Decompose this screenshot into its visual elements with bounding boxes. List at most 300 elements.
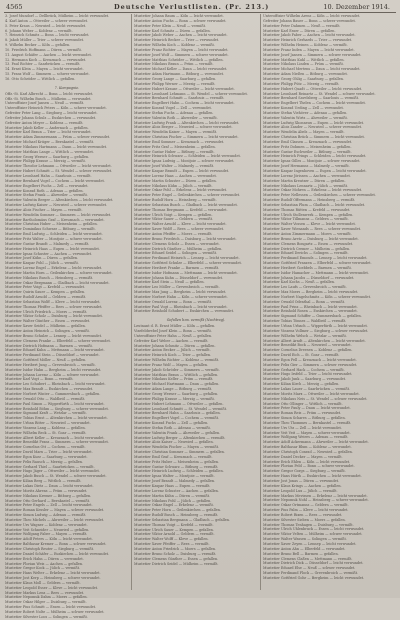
list-entry: Unteroffizier Josef Jansen — Neuß — vermißt. [5, 101, 85, 106]
list-entry: Mustetier Fritz Graf — Meisenheim — gefallen. [134, 144, 216, 149]
list-entry: Mustetier Wendelin Kaiser — Mayen — vermißt. [134, 130, 218, 135]
list-entry: Mustetier Kaspar Ingenhoven — Eupen — leicht verwundet. [263, 169, 367, 173]
list-entry: Mustetier Ludwig Berger — Altenkirchen — vermißt. [134, 435, 226, 440]
list-entry: Gefreiter Johann Bauer — Bonn — schwer verwundet. [263, 18, 356, 23]
list-entry: Mustetier Anton Fuchs — Bonn — schwer verwundet. [134, 18, 227, 23]
column-2 [134, 14, 258, 590]
list-entry: Mustetier Leonhard Reinartz — St. Wendel — schwer verwundet. [263, 91, 376, 96]
list-entry: Mustetier Josef Hermanns — Malmedy — vermißt. [263, 164, 350, 169]
list-entry: Mustetier Oskar Ortmanns — Geldern — vermißt. [263, 503, 349, 508]
list-entry: Mustetier Dominikus Schwarz — Bitburg — vermißt. [5, 227, 96, 232]
list-entry: Mustetier Adolf Ackermann — Ahrweiler — leicht verwundet. [263, 440, 369, 445]
list-entry: 4. Karl Anton — Ottweiler — schwer verwundet. [5, 18, 89, 23]
list-entry: Mustetier Leo Möller — Grevenbroich — vermißt. [134, 285, 220, 290]
list-entry: Mustetier Georg Lange — Saarburg — gefallen. [134, 76, 217, 81]
list-entry: Mustetier Wilhelm Heinen — Koblenz — vermißt. [263, 43, 348, 48]
list-entry: Mustetier Bruno Scholz — Duisburg — vermißt. [134, 551, 217, 556]
list-entry: Mustetier Georg Ohlig — Saarburg — gefallen. [263, 76, 344, 81]
list-entry: Mustetier Heribert Jung — Grevenbroich — vermißt. [5, 362, 96, 367]
list-entry: Mustetier Reinhold Schubert — Euskirchen — verwundet. [134, 309, 235, 314]
list-entry: Mustetier Johann Kuhn — Düsseldorf — verwundet. [134, 275, 224, 280]
list-entry: Mustetier Sebastian Bergmann — Gladbach — gefallen. [134, 517, 231, 522]
list-entry: 11. August Schäfer — Aachen — leicht verwundet. [5, 52, 92, 57]
list-entry: Mustetier Simon Ludwig — Adenau — vermißt. [5, 513, 87, 518]
list-entry: Mustetier Adam Lange — Bitburg — vermißt. [134, 387, 213, 392]
list-entry: Mustetier Wendelin Fischer — Mayen — vermißt. [134, 445, 220, 450]
list-entry: Mustetier Leo Schubert — Rheinbach — leicht verwundet. [5, 382, 106, 387]
list-entry: Mustetier Josef Jansen — Simmern — schwer verwundet. [263, 52, 362, 57]
list-entry: Mustetier Gustav Brandt — Malmedy — vermißt. [5, 241, 90, 246]
list-entry: Mustetier Gottfried Franzen — Elberfeld — schwer verwundet. [263, 261, 372, 266]
list-entry: Mustetier Heinrich Schwarz — Schleiden — leicht verwundet. [134, 154, 241, 159]
list-entry: 10. Friedrich Hoffmann — Düren — vermißt. [5, 47, 82, 52]
list-entry: Mustetier Jakob Faber — Aachen — leicht verwundet. [263, 33, 356, 38]
list-entry: Offz.-St. Karl Albrecht — Bonn — leicht verwundet. [5, 91, 94, 96]
list-entry: Mustetier Ulrich Friedrich — Moers — vermißt. [5, 309, 88, 314]
list-entry: Mustetier Egon Kurz — Saarburg — verwundet. [5, 454, 88, 459]
list-entry: Mustetier Bernhard Savelsberg — Saarlouis — vermißt. [263, 96, 360, 101]
list-entry: Mustetier Adam Zimmermann — Prüm — schwer verwundet. [5, 135, 111, 140]
list-entry: Mustetier Klaus Krings — Aachen — gefallen. [263, 483, 342, 488]
page-title: Deutsche Verlustlisten. (Pr. 213.) [114, 3, 270, 11]
list-entry: Mustetier Heinrich Haas — Eupen — leicht verwundet. [5, 246, 100, 251]
list-entry: Mustetier Balthasar Kremer — Bonn — schwer verwundet. [5, 542, 107, 547]
list-entry: Mustetier Isidor Hahn — Bergheim — leicht verwundet. [5, 367, 102, 372]
issue-date: 10. Dezember 1914. [323, 3, 390, 11]
list-entry: Mustetier Jakob Keller — Andernach — gefallen. [5, 125, 89, 130]
list-entry: Mustetier Sebastian Wolff — Kleve — leicht verwundet. [5, 299, 101, 304]
list-entry: Mustetier Silvester Loos — Solingen — vermißt. [5, 614, 88, 619]
list-entry: Mustetier Jakob Junk — Saarburg — verwundet. [263, 377, 347, 382]
list-entry: Mustetier Stefan Frank — Ahrweiler — vermißt. [5, 193, 88, 198]
list-entry: Mustetier Reinhold Rosen — Euskirchen — verwundet. [263, 309, 358, 314]
list-entry: Mustetier Florian Weis — Aachen — gefallen. [5, 561, 84, 566]
list-entry: Mustetier Leopold Lux — Jülich — vermißt. [263, 488, 338, 493]
list-entry: Mustetier Ferdinand Emonds — Lennep — leicht verwundet. [263, 256, 368, 261]
list-entry: Mustetier Georg Werner — Saarburg — gefallen. [5, 154, 90, 159]
list-entry: Mustetier Christoph Reuter — Siegburg — vermißt. [5, 546, 95, 551]
list-entry: Mustetier Gottfried Gohr — Bergheim — leicht verwundet. [263, 575, 365, 580]
list-entry: Mustetier Engelbert Thelen — Cochem — leicht verwundet. [263, 101, 366, 106]
list-entry: Mustetier Albert Keller — Kreuznach — leicht verwundet. [5, 435, 105, 440]
section-heading: 7. Kompagnie. [54, 85, 80, 90]
list-entry: Gefreiter Johann Schulz — Euskirchen — verwundet. [5, 115, 97, 120]
list-entry: Mustetier Alois Fischer — Mayen — vermißt. [5, 207, 83, 212]
list-entry: Mustetier Daniel Decker — Mayen — vermißt. [263, 454, 343, 459]
list-entry: Mustetier Peter Engels — Zell — leicht verwundet. [5, 503, 93, 508]
list-entry: Mustetier Jost Jonas — Düren — verwundet. [263, 479, 340, 483]
list-entry: Mustetier Emil Classen — Kreuznach — verwundet. [263, 139, 353, 144]
list-entry: Mustetier Lorenz Haas — Aachen — verwundet. [134, 173, 217, 178]
list-entry: Mustetier Hubert Lehmann — Ottweiler — gefallen. [134, 401, 224, 406]
list-entry: Mustetier Nepomuk Dahm — Moers — gefallen. [5, 595, 88, 600]
list-entry: Mustetier Walter Günther — Essen — verwundet. [5, 319, 91, 324]
list-entry: Gefreiter Karl Weber — Aachen — vermißt. [134, 338, 209, 343]
list-entry: Mustetier Gustav Huber — Bitburg — vermißt. [134, 149, 215, 154]
list-entry: Mustetier Karl Stein — Neuß — gefallen. [134, 280, 205, 285]
list-entry: 13. Paul Richter — Saarbrücken — vermißt. [5, 62, 81, 67]
list-entry: Mustetier Felix Rausch — Merzig — gefallen. [5, 459, 84, 464]
list-entry: Mustetier Tobias Ernst — Altenkirchen — leicht verwundet. [5, 416, 108, 421]
list-entry: Mustetier Pius Palm — Kleve — leicht verwundet. [263, 508, 349, 513]
list-entry: Mustetier Pius Schmitt — Essen — leicht verwundet. [5, 605, 97, 610]
list-entry: Mustetier Karl Vogt — Bonn — vermißt. [5, 377, 74, 382]
list-entry: 14. Ernst Klein — Mayen — leicht verwundet. [5, 67, 84, 72]
list-entry: Mustetier Nikolaus Kremer — Bitburg — gefallen. [5, 493, 92, 498]
list-entry: Mustetier Martin Schuster — Düren — gefallen. [134, 178, 217, 183]
list-entry: Mustetier Nikolaus Linden — Prüm — vermißt. [263, 62, 344, 67]
list-entry: Mustetier Kaspar Pohl — Jülich — vermißt. [5, 261, 79, 266]
list-entry: Mustetier Oskar Hilger — Duisburg — vermißt. [5, 600, 87, 605]
list-entry: 15. Franz Wolf — Simmern — schwer verwundet. [5, 72, 90, 77]
list-entry: Mustetier Bernhard Hahn — Saarlouis — gefallen. [134, 411, 221, 416]
list-entry: Mustetier Ludwig Frank — Altenkirchen — leicht verwundet. [134, 120, 240, 125]
list-entry: Mustetier Ferdinand Stein — Düsseldorf — verwundet. [5, 353, 100, 358]
column-1 [5, 14, 129, 619]
list-entry: Mustetier Clemens Günther — Essen — gefallen. [134, 556, 219, 561]
column-3 [263, 14, 395, 590]
list-entry: Mustetier Matthias Schröder — Wittlich — gefallen. [134, 57, 224, 62]
list-entry: Mustetier Gerhard Thiel — Saarbrücken — vermißt. [5, 464, 95, 469]
list-entry: Mustetier Christian Brück — Simmern — leicht verwundet. [263, 135, 365, 140]
list-entry: Mustetier Martin Kreutzer — Düren — gefallen. [263, 178, 346, 183]
list-entry: Mustetier Rudolf Busch — Heinsberg — vermißt. [134, 513, 219, 518]
list-entry: Mustetier Klaus Moll — Geldern — vermißt. [5, 580, 81, 585]
list-entry: Mustetier Rudolf Arnold — Geldern — vermißt. [5, 295, 87, 300]
list-entry: Mustetier Peter Dahmen — Neuß — vermißt. [263, 23, 341, 28]
list-entry: Mustetier Konrad Roth — Adenau — gefallen. [5, 188, 84, 193]
list-entry: 12. Hermann Koch — Kreuznach — verwundet. [5, 57, 87, 62]
list-entry: Mustetier Xaver Wienands — Rees — schwer verwundet. [263, 227, 362, 232]
list-entry: Mustetier Norbert Hahn — Köln — schwer verwundet. [134, 294, 228, 299]
list-entry: Mustetier Vinzenz Vollmer — Siegburg — schwer verwundet. [263, 328, 369, 333]
list-entry: Mustetier Cornelius Dreesen — Koblenz — gefallen. [263, 348, 353, 353]
list-entry: Gefreiter Anton Meyer — Koblenz — vermißt. [5, 120, 84, 125]
list-entry: Leutnant d. R. Ernst Müller — Köln — gefallen. [134, 324, 216, 329]
list-entry: Mustetier Fritz Dohmen — Meisenheim — gefallen. [263, 144, 352, 149]
list-entry: Mustetier Isidor Hamacher — Mettmann — leicht verwundet. [263, 270, 369, 275]
list-entry: Mustetier Valentin Wirtz — Ahrweiler — vermißt. [263, 115, 348, 120]
list-entry: Mustetier Max Moers — Bergheim — leicht verwundet. [263, 290, 359, 295]
list-entry: Mustetier Theo Thommes — Bernkastel — vermißt. [263, 420, 352, 425]
list-entry: Mustetier Kaspar Haas — Eupen — vermißt. [134, 484, 211, 488]
list-entry: Mustetier Jakob Weber — Aachen — leicht verwundet. [134, 33, 228, 38]
list-entry: Mustetier Wilhelm Richter — Koblenz — vermißt. [134, 358, 220, 363]
list-entry: Mustetier Anton Zimmermann — Moers — vermißt. [263, 231, 352, 236]
list-entry: Mustetier Nikolaus Hartmann — Daun — leicht verwundet. [5, 144, 108, 149]
list-entry: Mustetier Valentin Berger — Altenkirchen — leicht verwundet. [5, 198, 114, 203]
list-entry: Mustetier Clemens Scholz — Essen — verwundet. [134, 241, 220, 246]
list-entry: Mustetier Wendelin Sommer — Simmern — leicht verwundet. [5, 212, 112, 217]
list-entry: Mustetier Christian Sommer — Simmern — gefallen. [134, 450, 225, 455]
list-entry: Mustetier Adam Nießen — Bitburg — verwundet. [263, 72, 348, 77]
list-entry: Mustetier Roman Reis — Prüm — verwundet. [263, 411, 342, 416]
list-entry: Mustetier Peter Horn — Geilenkirchen — gefallen. [134, 508, 222, 513]
list-entry: Mustetier Wendelin Abels — Mayen — vermißt. [263, 130, 345, 135]
list-entry: Mustetier Veit Schneider — Neuwied — gefallen. [5, 527, 90, 532]
list-entry: Mustetier Heinrich Becker — Trier — verwundet. [134, 38, 220, 43]
list-entry: 9. Wilhelm Becker — Köln — gefallen. [5, 43, 71, 48]
list-entry: Mustetier Max Jung — Bergheim — leicht verwundet. [134, 290, 227, 295]
list-entry: Mustetier Ignaz Gilles — Montjoie — schwer verwundet. [263, 159, 361, 164]
list-entry: Mustetier Wilhelm Welsch — Wetzlar — vermißt. [263, 333, 347, 338]
list-entry: Mustetier Martin Kühn — Düren — vermißt. [134, 493, 211, 498]
list-entry: Mustetier Dietrich Cremer — Mülheim — gefallen. [263, 246, 351, 251]
list-entry: Mustetier Peter Engel — Geilenkirchen — schwer verwundet. [134, 193, 241, 198]
list-entry: Mustetier Philipp Krause — Merzig — vermißt. [5, 159, 86, 164]
list-entry: Mustetier Thomas Pfeiffer — Rees — schwer verwundet. [5, 304, 103, 309]
list-entry: Mustetier Urs Utz — Zell — leicht verwundet. [263, 425, 342, 430]
list-entry: Mustetier Hugo Irsfeld — Trier — leicht verwundet. [263, 372, 353, 377]
list-entry: Mustetier Adolf Peters — Köln — leicht verwundet. [5, 537, 93, 542]
list-entry: Mustetier Jakob Schröder — Simmern — vermißt. [134, 367, 220, 372]
list-entry: Mustetier Norbert Winter — Gummersbach — gefallen. [5, 391, 101, 396]
list-entry: Mustetier Robert Rixen — Rees — verwundet. [263, 512, 343, 517]
list-entry: Mustetier Viktor Sauer — Geldern — vermißt. [134, 217, 214, 222]
list-entry: Mustetier Ludwig Kaiser — Neuwied — schwer verwundet. [5, 203, 108, 208]
list-entry: Mustetier Heinrich Gerhards — Trier — verwundet. [263, 38, 353, 43]
list-entry: Mustetier Josef Brandt — Malmedy — gefallen. [134, 479, 216, 484]
list-entry: Vizefeldwebel Josef Klein — Bonn — vermißt. [134, 329, 212, 333]
list-entry: Mustetier Wolfgang Weires — Adenau — vermißt. [263, 435, 349, 440]
list-entry: Mustetier Josef Walter — Malmedy — vermißt. [134, 164, 215, 169]
list-entry: Mustetier Clemens Franke — Elberfeld — schwer verwundet. [5, 338, 111, 343]
list-entry: Mustetier Fritz Walter — Montjoie — schwer verwundet. [5, 236, 103, 241]
list-entry: Mustetier Gustav Schwarz — Bitburg — vermißt. [134, 464, 219, 469]
list-entry: 16. Otto Schröder — Wittlich — gefallen. [5, 76, 76, 81]
list-entry: Mustetier Stefan Fuchs — Adenau — gefallen. [134, 110, 214, 115]
list-entry: Mustetier Alois Kaiser — Neuwied — gefallen. [134, 440, 214, 445]
spacer [134, 314, 258, 317]
list-entry: Mustetier Anton Heinrich — Solingen — vermißt. [5, 329, 90, 333]
list-entry: Mustetier Quirin Sauer — Kempen — gefallen. [5, 290, 86, 295]
list-entry: Mustetier Rudolf Offermann — Heinsberg — vermißt. [263, 198, 356, 203]
list-entry: Mustetier Christoph Conrad — Neuwied — gefallen. [263, 449, 353, 454]
list-entry: Mustetier Lorenz Engel — Erkelenz — leicht verwundet. [5, 266, 103, 271]
list-entry: Mustetier Thomas Bergmann — Krefeld — verwundet. [134, 207, 228, 212]
list-entry: Mustetier Gerhard Hack — Cochem — vermißt. [263, 367, 345, 372]
list-entry: Mustetier Matthias Lange — Wittlich — verwundet. [5, 149, 94, 154]
list-entry: Mustetier Engelbert Hahn — Cochem — leicht verwundet. [134, 101, 235, 106]
list-entry: Mustetier Philipp Werner — Merzig — vermißt. [134, 81, 216, 86]
list-entry: Mustetier Peter Pauly — Daun — leicht verwundet. [263, 406, 351, 411]
list-entry: Mustetier Ulrich Sauer — Kempen — gefallen. [134, 527, 214, 532]
list-entry: Mustetier Vinzenz Lang — Koblenz — gefallen. [5, 425, 86, 430]
list-entry: Mustetier Urs Wagner — Koblenz — verwundet. [5, 522, 88, 527]
list-entry: Mustetier Hubert Krause — Ottweiler — leicht verwundet. [134, 86, 235, 91]
list-entry: Mustetier Markus Lenz — Rees — verwundet. [5, 590, 85, 595]
list-entry: Mustetier Nikolaus Kühn — Jülich — vermißt. [134, 183, 213, 188]
list-entry: Mustetier Benedikt Bock — Neuwied — verwundet. [263, 343, 352, 348]
list-entry: Mustetier Sebastian Plum — Gladbach — leicht verwundet. [263, 202, 366, 207]
list-entry: Mustetier Nikolaus Pohl — Jülich — gefallen. [134, 498, 212, 503]
list-entry: Mustetier Oswald Lorenz — Bonn — vermißt. [134, 299, 213, 304]
list-entry: Mustetier Michael Keller — Daun — leicht verwundet. [134, 67, 228, 72]
list-entry: Mustetier Daniel Schäfer — Euskirchen — leicht verwundet. [5, 551, 110, 556]
list-entry: Mustetier Max Brandt — Euskirchen — verwundet. [5, 387, 94, 392]
list-entry: Mustetier Lorenz Schuster — Aachen — gefallen. [134, 488, 219, 493]
list-entry: Mustetier Tobias Tönnes — Waldbröl — vermißt. [263, 319, 347, 324]
list-entry: Mustetier Gottfried Möller — Neuß — gefallen. [5, 358, 87, 363]
list-entry: Mustetier Hubert Schmitt — St. Wendel — schwer verwundet. [5, 169, 113, 174]
list-entry: Mustetier David Marx — Trier — leicht verwundet. [5, 450, 93, 455]
list-entry: Mustetier Viktor Arnold — Geldern — vermißt. [134, 532, 215, 537]
list-entry: Mustetier Bruno Aretz — Duisburg — leicht verwundet. [263, 236, 359, 241]
list-entry: Mustetier Heinrich Frings — Schleiden — leicht verwundet. [263, 154, 367, 159]
list-entry: Mustetier Paul Vogt — Rheinbach — leicht verwundet. [134, 304, 228, 309]
list-entry: Mustetier Hugo Jäger — Ottweiler — leicht verwundet. [5, 469, 100, 474]
spacer [5, 82, 129, 85]
list-entry: Mustetier Hans Welter — Erkelenz — leicht verwundet. [5, 571, 101, 576]
list-entry: Mustetier Lorenz Jörissen — Aachen — verwundet. [263, 173, 351, 178]
list-entry: Mustetier Ludwig Xhonneux — Eupen — leicht verwundet. [263, 120, 365, 125]
list-entry: Mustetier Paul Prinz — Rheinbach — leicht verwundet. [263, 304, 358, 309]
list-entry: Mustetier Stefan Viehöver — Adenau — gefallen. [263, 110, 348, 115]
list-entry: Mustetier Moritz Marx — Ottweiler — leicht verwundet. [263, 391, 360, 396]
list-entry: Mustetier Erich Ehlen — Köln — leicht verwundet. [263, 459, 351, 464]
list-entry: Mustetier Johann Schmitz — Düren — gefallen. [134, 343, 216, 348]
list-entry: Mustetier David Eich — St. Goar — vermißt. [263, 353, 340, 358]
list-entry: Mustetier Sebastian Busch — Gladbach — leicht verwundet. [134, 202, 238, 207]
list-entry: Mustetier Heribert Franke — Barmen — vermißt. [134, 265, 220, 270]
list-entry: Mustetier Gustav Eschweiler — Bitburg — vermißt. [263, 149, 352, 154]
list-entry: Mustetier Moritz Ahrens — Prüm — verwundet. [5, 488, 88, 493]
list-entry: Mustetier Nikolaus Busch — Heinsberg — vermißt. [5, 275, 94, 280]
list-entry: Mustetier Anton Ahn — Elberfeld — verwundet. [263, 546, 346, 551]
list-entry: Mustetier Thomas Voigt — Krefeld — vermißt. [134, 522, 214, 527]
list-entry: Mustetier Nikolaus Neis — St. Wendel — schwer verwundet. [263, 396, 368, 401]
list-entry: Mustetier Stefan Roth — Adenau — vermißt. [134, 425, 211, 430]
list-entry: Mustetier Xaver Seidel — Mülheim — gefallen. [5, 324, 86, 329]
list-entry: Mustetier Viktor Tillmanns — Geldern — vermißt. [263, 217, 349, 222]
list-entry: Mustetier Ignaz Walter — Montjoie — vermißt. [134, 474, 215, 479]
list-entry: Mustetier Wolfgang Faber — Mayen — vermißt. [5, 532, 88, 537]
list-entry: Gefreiter Peter Lang — Siegburg — leicht verwundet. [5, 111, 98, 116]
list-entry: Mustetier Benedikt Franz — Simmern — schwer verwundet. [5, 440, 109, 445]
list-entry: Mustetier Karl Kochs — Neuß — gefallen. [263, 280, 335, 285]
list-entry: Mustetier Konrad Fuchs — Zell — gefallen. [134, 421, 209, 426]
list-entry: Mustetier Robert Nolte — Mülheim — schwer verwundet. [5, 609, 105, 614]
list-entry: Mustetier Michael Krüger — Bernkastel — vermißt. [5, 140, 95, 145]
list-entry: 6. Johann Weber — Koblenz — vermißt. [5, 28, 73, 33]
list-entry: Mustetier Viktor Scholz — Duisburg — leicht verwundet. [5, 314, 103, 319]
list-entry: Mustetier Sigmund Schiffer — Gummersbach — gefallen. [263, 314, 362, 319]
list-entry: Mustetier Oskar Bergmann — Gladbach — leicht verwundet. [5, 280, 110, 285]
list-entry: Mustetier Heinrich Ludwig — Schleiden — gefallen. [134, 469, 224, 474]
list-entry: Mustetier Leonhard Schmitt — St. Wendel — vermißt. [134, 406, 228, 411]
list-entry: Mustetier Ferdinand Flock — Grevenbroich — vermißt. [263, 571, 359, 576]
list-entry: Mustetier Hubert Quadt — Ottweiler — leicht verwundet. [263, 86, 363, 91]
list-entry: Mustetier Erich Hahn — Düren — verwundet. [5, 556, 84, 561]
list-entry: Mustetier Michael Mertens — Daun — leicht verwundet. [263, 67, 361, 72]
list-entry: Mustetier Leonhard Hahn — Saarlouis — vermißt. [5, 174, 92, 178]
list-entry: Mustetier Walter Arnold — Kleve — leicht verwundet. [134, 222, 227, 227]
list-entry: Mustetier Walter Vossen — Kleve — leicht verwundet. [263, 222, 356, 227]
list-entry: Mustetier Walter Wassen — Solingen — vermißt. [263, 537, 347, 542]
list-entry: Mustetier Peter Nellessen — Geilenkirchen — schwer verwundet. [263, 193, 376, 198]
section-heading: Gefallen bzw. vermißt (Nachtrag). [166, 318, 226, 323]
list-entry: Mustetier Leopold Esser — Kleve — leicht verwundet. [5, 585, 99, 590]
list-entry: Mustetier Bartholomäus Graf — Kreuznach — verwundet. [5, 217, 105, 222]
header-rule [4, 12, 396, 13]
list-entry: Mustetier Xaver Wolff — Rees — schwer verwundet. [134, 227, 225, 232]
list-entry: Mustetier Martin Horn — Geilenkirchen — schwer verwundet. [5, 270, 113, 275]
list-entry: Mustetier Valentin Roth — Ahrweiler — vermißt. [134, 115, 218, 120]
list-entry: Mustetier Karl Schmitz — Düren — gefallen. [134, 28, 211, 33]
list-entry: Mustetier Michael Hartmann — Daun — gefallen. [134, 382, 220, 387]
list-entry: Mustetier Simon Schares — Bitburg — gefallen. [263, 416, 346, 421]
list-entry: Mustetier Ulrich Uhlenbruck — Essen — leicht verwundet. [263, 527, 365, 532]
list-entry: Mustetier Felix Gier — Simmern — schwer verwundet. [263, 362, 358, 367]
list-entry: Mustetier Johann Lorenz — Köln — schwer verwundet. [5, 372, 100, 377]
list-entry: Mustetier Veit Veit — Mayen — schwer verwundet. [263, 430, 351, 435]
list-entry: Mustetier Eduard Kuhn — Mettmann — leicht verwundet. [5, 348, 105, 353]
column-divider [131, 14, 132, 590]
list-entry: Mustetier Xaver Zeyen — Lennep — leicht verwundet. [263, 541, 357, 546]
list-entry: Mustetier Albert Arndt — Altenkirchen — leicht verwundet. [263, 338, 366, 343]
list-entry: Mustetier Jakob Busch — St. Wendel — schwer verwundet. [5, 474, 107, 479]
list-entry: Mustetier Balthasar Blum — Koblenz — verwundet. [263, 445, 352, 450]
list-entry: Mustetier Wilhelm Koch — Koblenz — vermißt. [134, 43, 215, 48]
list-entry: Mustetier Emil Sommer — Kreuznach — verwundet. [134, 139, 225, 144]
list-entry: Mustetier Sigmund Kraft — Wetzlar — vermißt. [5, 411, 87, 416]
list-entry: Mustetier Oskar Pohl — Erkelenz — leicht verwundet. [134, 188, 228, 193]
list-entry: Mustetier Dietrich Seidel — Mülheim — vermißt. [134, 561, 219, 566]
list-entry: Mustetier Leo Laufs — Grevenbroich — vermißt. [263, 285, 347, 290]
list-entry: Mustetier Lukas Lauer — Saarbrücken — vermißt. [263, 386, 351, 391]
list-entry: Mustetier Cornelius Ott — Cochem — vermißt. [5, 445, 86, 450]
list-entry: Mustetier Christian Fischer — Simmern — leicht verwundet. [134, 135, 239, 140]
list-entry: Mustetier Alois Berger — Neuwied — schwer verwundet. [134, 125, 233, 130]
page-header [4, 2, 396, 12]
list-entry: Mustetier Roman Kessler — Mayen — schwer verwundet. [5, 508, 105, 513]
list-entry: Mustetier Urban Ritter — Neuwied — verwundet. [5, 421, 91, 426]
list-entry: Mustetier Engelbert Vogel — Cochem — vermißt. [134, 416, 220, 421]
list-entry: Mustetier Heinrich Koch — Trier — gefallen. [134, 353, 212, 358]
list-entry: Mustetier Anton Becker — Jülich — vermißt. [134, 348, 211, 353]
list-entry: Mustetier Thomas Tenhagen — Duisburg — vermißt. [263, 522, 354, 527]
list-entry: Mustetier Franz Wolf — Mayen — gefallen. [134, 362, 209, 367]
list-entry: Mustetier Theo Michels — Ahrweiler — leicht verwundet. [5, 517, 105, 522]
list-entry: Mustetier Heribert Goebbels — Barmen — vermißt. [263, 265, 352, 270]
list-entry: Mustetier Anton Pfeiffer — Moers — vermißt. [134, 231, 213, 236]
list-entry: Mustetier Bernhard Schmitt — Saarlouis — vermißt. [134, 96, 225, 101]
list-entry: Mustetier Thomas Rütten — Krefeld — verwundet. [263, 207, 351, 212]
list-entry: Mustetier Konrad Ueding — Zell — verwundet. [263, 106, 345, 111]
list-entry: Mustetier Bruno Bell — Barmen — gefallen. [263, 551, 339, 556]
list-entry: Mustetier Oskar Engel — Erkelenz — vermißt. [134, 503, 214, 508]
list-entry: Mustetier Philipp Pütz — Merzig — vermißt. [263, 81, 340, 86]
list-entry: Unteroffizier Peter Hahn — Neuß — gefallen. [134, 333, 213, 338]
list-entry: Mustetier Walter Wolff — Kleve — gefallen. [134, 537, 209, 542]
list-entry: Mustetier Gottfried Schulze — Elberfeld — schwer verwundet. [134, 261, 242, 266]
list-entry: Mustetier Kilian Berg — Wittlich — vermißt. [5, 479, 82, 484]
list-entry: Mustetier Karl Braun — Trier — leicht verwundet. [5, 130, 92, 135]
list-entry: Mustetier Franz Inden — Mayen — leicht verwundet. [263, 47, 355, 52]
list-entry: Mustetier Johann Baum — Köln — leicht verwundet. [134, 14, 224, 18]
list-entry: Mustetier Emil Ludwig — Schleiden — leicht verwundet. [5, 232, 103, 237]
list-entry: Mustetier Oskar Mohren — Erkelenz — leicht verwundet. [263, 188, 363, 193]
list-entry: Mustetier Matthias Kuhl — Wittlich — gefallen. [263, 57, 345, 62]
list-entry: Unteroffizier Heinrich Peters — Köln — schwer verwundet. [5, 106, 107, 111]
column-divider [260, 14, 261, 590]
list-entry: Mustetier Matthias Braun — Wittlich — gefallen. [134, 372, 219, 377]
list-entry: Mustetier Norbert Nagelschmitz — Köln — schwer verwundet. [263, 294, 372, 299]
list-entry: Mustetier Valentin Frank — Ahrweiler — gefallen. [134, 430, 221, 435]
list-entry: Mustetier Emil Graf — Kreuznach — vermißt. [134, 454, 213, 459]
list-entry: Mustetier Viktor Velten — Mülheim — schwer verwundet. [263, 532, 363, 537]
list-entry: Unteroffizier Wilhelm Arens — Köln — leicht verwundet. [263, 14, 361, 18]
